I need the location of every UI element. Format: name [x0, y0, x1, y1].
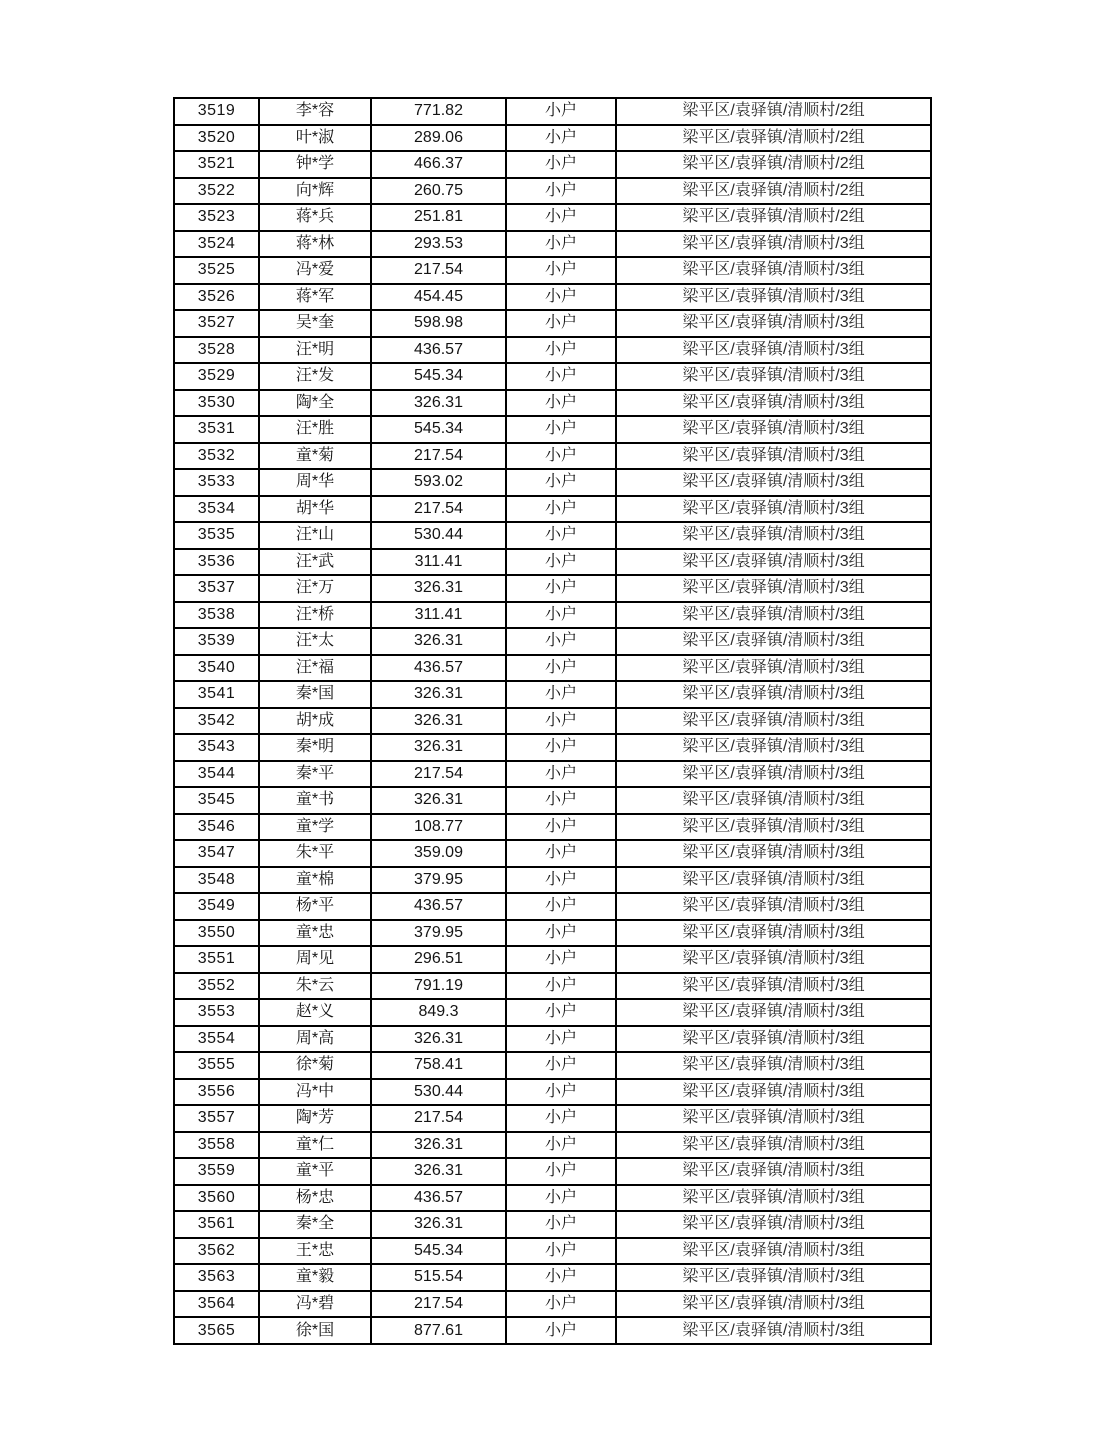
household-type-cell: 小户 — [506, 231, 616, 258]
masked-name-cell: 陶*芳 — [259, 1105, 371, 1132]
household-type-cell: 小户 — [506, 1079, 616, 1106]
location-cell: 梁平区/袁驿镇/清顺村/3组 — [616, 1079, 931, 1106]
amount-cell: 436.57 — [371, 337, 506, 364]
household-type-cell: 小户 — [506, 946, 616, 973]
location-cell: 梁平区/袁驿镇/清顺村/3组 — [616, 284, 931, 311]
masked-name-cell: 吴*奎 — [259, 310, 371, 337]
masked-name-cell: 秦*国 — [259, 681, 371, 708]
household-type-cell: 小户 — [506, 1264, 616, 1291]
table-row — [174, 681, 931, 708]
table-row — [174, 1291, 931, 1318]
table-row — [174, 98, 931, 125]
amount-cell: 515.54 — [371, 1264, 506, 1291]
amount-cell: 326.31 — [371, 628, 506, 655]
amount-cell: 217.54 — [371, 496, 506, 523]
table-row — [174, 814, 931, 841]
masked-name-cell: 秦*全 — [259, 1211, 371, 1238]
table-row — [174, 390, 931, 417]
location-cell: 梁平区/袁驿镇/清顺村/3组 — [616, 496, 931, 523]
location-cell: 梁平区/袁驿镇/清顺村/3组 — [616, 337, 931, 364]
household-type-cell: 小户 — [506, 708, 616, 735]
location-cell: 梁平区/袁驿镇/清顺村/3组 — [616, 920, 931, 947]
masked-name-cell: 朱*云 — [259, 973, 371, 1000]
table-row — [174, 522, 931, 549]
location-cell: 梁平区/袁驿镇/清顺村/3组 — [616, 628, 931, 655]
amount-cell: 436.57 — [371, 655, 506, 682]
table-row — [174, 999, 931, 1026]
serial-number-cell: 3565 — [174, 1317, 259, 1344]
location-cell: 梁平区/袁驿镇/清顺村/3组 — [616, 761, 931, 788]
table-row — [174, 443, 931, 470]
amount-cell: 379.95 — [371, 867, 506, 894]
masked-name-cell: 钟*学 — [259, 151, 371, 178]
location-cell: 梁平区/袁驿镇/清顺村/3组 — [616, 443, 931, 470]
amount-cell: 326.31 — [371, 708, 506, 735]
masked-name-cell: 周*华 — [259, 469, 371, 496]
location-cell: 梁平区/袁驿镇/清顺村/3组 — [616, 363, 931, 390]
amount-cell: 598.98 — [371, 310, 506, 337]
household-type-cell: 小户 — [506, 628, 616, 655]
location-cell: 梁平区/袁驿镇/清顺村/3组 — [616, 1158, 931, 1185]
serial-number-cell: 3556 — [174, 1079, 259, 1106]
table-row — [174, 1052, 931, 1079]
amount-cell: 379.95 — [371, 920, 506, 947]
table-row — [174, 787, 931, 814]
table-row — [174, 761, 931, 788]
amount-cell: 326.31 — [371, 734, 506, 761]
amount-cell: 545.34 — [371, 416, 506, 443]
table-row — [174, 840, 931, 867]
household-type-cell: 小户 — [506, 204, 616, 231]
serial-number-cell: 3537 — [174, 575, 259, 602]
location-cell: 梁平区/袁驿镇/清顺村/3组 — [616, 522, 931, 549]
masked-name-cell: 汪*发 — [259, 363, 371, 390]
amount-cell: 545.34 — [371, 363, 506, 390]
serial-number-cell: 3519 — [174, 98, 259, 125]
amount-cell: 251.81 — [371, 204, 506, 231]
amount-cell: 359.09 — [371, 840, 506, 867]
household-type-cell: 小户 — [506, 1185, 616, 1212]
location-cell: 梁平区/袁驿镇/清顺村/3组 — [616, 1211, 931, 1238]
masked-name-cell: 汪*桥 — [259, 602, 371, 629]
masked-name-cell: 童*毅 — [259, 1264, 371, 1291]
table-row — [174, 1105, 931, 1132]
table-row — [174, 1317, 931, 1344]
household-type-cell: 小户 — [506, 734, 616, 761]
masked-name-cell: 冯*碧 — [259, 1291, 371, 1318]
location-cell: 梁平区/袁驿镇/清顺村/3组 — [616, 814, 931, 841]
household-type-cell: 小户 — [506, 1238, 616, 1265]
household-type-cell: 小户 — [506, 814, 616, 841]
masked-name-cell: 童*学 — [259, 814, 371, 841]
location-cell: 梁平区/袁驿镇/清顺村/3组 — [616, 602, 931, 629]
serial-number-cell: 3560 — [174, 1185, 259, 1212]
serial-number-cell: 3543 — [174, 734, 259, 761]
table-row — [174, 416, 931, 443]
household-type-cell: 小户 — [506, 310, 616, 337]
masked-name-cell: 童*书 — [259, 787, 371, 814]
amount-cell: 217.54 — [371, 443, 506, 470]
table-body — [174, 98, 931, 1344]
table-row — [174, 575, 931, 602]
household-type-cell: 小户 — [506, 867, 616, 894]
household-type-cell: 小户 — [506, 416, 616, 443]
table-row — [174, 310, 931, 337]
location-cell: 梁平区/袁驿镇/清顺村/3组 — [616, 231, 931, 258]
amount-cell: 311.41 — [371, 549, 506, 576]
masked-name-cell: 李*容 — [259, 98, 371, 125]
household-type-cell: 小户 — [506, 840, 616, 867]
household-type-cell: 小户 — [506, 1052, 616, 1079]
masked-name-cell: 汪*武 — [259, 549, 371, 576]
household-type-cell: 小户 — [506, 363, 616, 390]
amount-cell: 530.44 — [371, 1079, 506, 1106]
amount-cell: 791.19 — [371, 973, 506, 1000]
table-row — [174, 125, 931, 152]
serial-number-cell: 3534 — [174, 496, 259, 523]
table-row — [174, 1158, 931, 1185]
serial-number-cell: 3525 — [174, 257, 259, 284]
masked-name-cell: 杨*忠 — [259, 1185, 371, 1212]
location-cell: 梁平区/袁驿镇/清顺村/3组 — [616, 1052, 931, 1079]
table-row — [174, 1185, 931, 1212]
household-type-cell: 小户 — [506, 973, 616, 1000]
serial-number-cell: 3521 — [174, 151, 259, 178]
household-type-cell: 小户 — [506, 999, 616, 1026]
table-row — [174, 284, 931, 311]
masked-name-cell: 童*仁 — [259, 1132, 371, 1159]
location-cell: 梁平区/袁驿镇/清顺村/3组 — [616, 708, 931, 735]
masked-name-cell: 童*菊 — [259, 443, 371, 470]
masked-name-cell: 汪*明 — [259, 337, 371, 364]
table-row — [174, 946, 931, 973]
household-type-cell: 小户 — [506, 1158, 616, 1185]
table-row — [174, 337, 931, 364]
location-cell: 梁平区/袁驿镇/清顺村/3组 — [616, 469, 931, 496]
household-type-cell: 小户 — [506, 1132, 616, 1159]
table-row — [174, 257, 931, 284]
household-type-cell: 小户 — [506, 575, 616, 602]
household-type-cell: 小户 — [506, 893, 616, 920]
location-cell: 梁平区/袁驿镇/清顺村/3组 — [616, 1026, 931, 1053]
table-row — [174, 920, 931, 947]
masked-name-cell: 秦*明 — [259, 734, 371, 761]
location-cell: 梁平区/袁驿镇/清顺村/3组 — [616, 787, 931, 814]
masked-name-cell: 徐*国 — [259, 1317, 371, 1344]
table-row — [174, 469, 931, 496]
masked-name-cell: 蒋*林 — [259, 231, 371, 258]
location-cell: 梁平区/袁驿镇/清顺村/3组 — [616, 310, 931, 337]
location-cell: 梁平区/袁驿镇/清顺村/3组 — [616, 867, 931, 894]
household-type-cell: 小户 — [506, 178, 616, 205]
amount-cell: 593.02 — [371, 469, 506, 496]
location-cell: 梁平区/袁驿镇/清顺村/3组 — [616, 655, 931, 682]
household-type-cell: 小户 — [506, 98, 616, 125]
amount-cell: 289.06 — [371, 125, 506, 152]
table-row — [174, 1079, 931, 1106]
location-cell: 梁平区/袁驿镇/清顺村/3组 — [616, 1105, 931, 1132]
location-cell: 梁平区/袁驿镇/清顺村/2组 — [616, 151, 931, 178]
serial-number-cell: 3539 — [174, 628, 259, 655]
masked-name-cell: 朱*平 — [259, 840, 371, 867]
serial-number-cell: 3551 — [174, 946, 259, 973]
serial-number-cell: 3529 — [174, 363, 259, 390]
amount-cell: 326.31 — [371, 390, 506, 417]
household-type-cell: 小户 — [506, 549, 616, 576]
location-cell: 梁平区/袁驿镇/清顺村/3组 — [616, 681, 931, 708]
amount-cell: 326.31 — [371, 1026, 506, 1053]
table-row — [174, 1026, 931, 1053]
location-cell: 梁平区/袁驿镇/清顺村/3组 — [616, 257, 931, 284]
serial-number-cell: 3564 — [174, 1291, 259, 1318]
location-cell: 梁平区/袁驿镇/清顺村/3组 — [616, 1238, 931, 1265]
household-type-cell: 小户 — [506, 681, 616, 708]
serial-number-cell: 3528 — [174, 337, 259, 364]
household-type-cell: 小户 — [506, 1211, 616, 1238]
serial-number-cell: 3549 — [174, 893, 259, 920]
household-type-cell: 小户 — [506, 257, 616, 284]
masked-name-cell: 秦*平 — [259, 761, 371, 788]
serial-number-cell: 3526 — [174, 284, 259, 311]
serial-number-cell: 3542 — [174, 708, 259, 735]
serial-number-cell: 3553 — [174, 999, 259, 1026]
serial-number-cell: 3559 — [174, 1158, 259, 1185]
household-type-cell: 小户 — [506, 151, 616, 178]
table-row — [174, 1238, 931, 1265]
serial-number-cell: 3520 — [174, 125, 259, 152]
amount-cell: 436.57 — [371, 1185, 506, 1212]
household-type-cell: 小户 — [506, 284, 616, 311]
amount-cell: 217.54 — [371, 257, 506, 284]
amount-cell: 326.31 — [371, 787, 506, 814]
household-type-cell: 小户 — [506, 125, 616, 152]
serial-number-cell: 3547 — [174, 840, 259, 867]
serial-number-cell: 3533 — [174, 469, 259, 496]
household-type-cell: 小户 — [506, 337, 616, 364]
household-type-cell: 小户 — [506, 920, 616, 947]
serial-number-cell: 3554 — [174, 1026, 259, 1053]
table-row — [174, 708, 931, 735]
masked-name-cell: 童*平 — [259, 1158, 371, 1185]
table-row — [174, 231, 931, 258]
masked-name-cell: 童*棉 — [259, 867, 371, 894]
amount-cell: 108.77 — [371, 814, 506, 841]
table-row — [174, 628, 931, 655]
table-row — [174, 973, 931, 1000]
household-type-cell: 小户 — [506, 787, 616, 814]
amount-cell: 758.41 — [371, 1052, 506, 1079]
location-cell: 梁平区/袁驿镇/清顺村/3组 — [616, 840, 931, 867]
location-cell: 梁平区/袁驿镇/清顺村/3组 — [616, 1132, 931, 1159]
location-cell: 梁平区/袁驿镇/清顺村/3组 — [616, 946, 931, 973]
masked-name-cell: 汪*万 — [259, 575, 371, 602]
location-cell: 梁平区/袁驿镇/清顺村/3组 — [616, 1291, 931, 1318]
serial-number-cell: 3538 — [174, 602, 259, 629]
amount-cell: 849.3 — [371, 999, 506, 1026]
household-type-cell: 小户 — [506, 655, 616, 682]
location-cell: 梁平区/袁驿镇/清顺村/3组 — [616, 575, 931, 602]
amount-cell: 311.41 — [371, 602, 506, 629]
household-type-cell: 小户 — [506, 1291, 616, 1318]
amount-cell: 217.54 — [371, 1105, 506, 1132]
masked-name-cell: 童*忠 — [259, 920, 371, 947]
amount-cell: 326.31 — [371, 1132, 506, 1159]
household-type-cell: 小户 — [506, 390, 616, 417]
serial-number-cell: 3535 — [174, 522, 259, 549]
table-row — [174, 734, 931, 761]
location-cell: 梁平区/袁驿镇/清顺村/2组 — [616, 178, 931, 205]
masked-name-cell: 冯*爱 — [259, 257, 371, 284]
household-type-cell: 小户 — [506, 522, 616, 549]
serial-number-cell: 3546 — [174, 814, 259, 841]
serial-number-cell: 3522 — [174, 178, 259, 205]
table-row — [174, 151, 931, 178]
table-row — [174, 1211, 931, 1238]
masked-name-cell: 汪*太 — [259, 628, 371, 655]
household-type-cell: 小户 — [506, 443, 616, 470]
serial-number-cell: 3536 — [174, 549, 259, 576]
amount-cell: 877.61 — [371, 1317, 506, 1344]
amount-cell: 296.51 — [371, 946, 506, 973]
household-type-cell: 小户 — [506, 469, 616, 496]
masked-name-cell: 胡*成 — [259, 708, 371, 735]
location-cell: 梁平区/袁驿镇/清顺村/3组 — [616, 973, 931, 1000]
household-type-cell: 小户 — [506, 1105, 616, 1132]
beneficiary-list-table — [173, 97, 932, 1345]
amount-cell: 466.37 — [371, 151, 506, 178]
location-cell: 梁平区/袁驿镇/清顺村/3组 — [616, 734, 931, 761]
household-type-cell: 小户 — [506, 1317, 616, 1344]
masked-name-cell: 叶*淑 — [259, 125, 371, 152]
amount-cell: 217.54 — [371, 761, 506, 788]
location-cell: 梁平区/袁驿镇/清顺村/2组 — [616, 98, 931, 125]
location-cell: 梁平区/袁驿镇/清顺村/3组 — [616, 1264, 931, 1291]
serial-number-cell: 3541 — [174, 681, 259, 708]
household-type-cell: 小户 — [506, 496, 616, 523]
masked-name-cell: 赵*义 — [259, 999, 371, 1026]
location-cell: 梁平区/袁驿镇/清顺村/3组 — [616, 1185, 931, 1212]
amount-cell: 326.31 — [371, 1158, 506, 1185]
table-row — [174, 363, 931, 390]
masked-name-cell: 向*辉 — [259, 178, 371, 205]
location-cell: 梁平区/袁驿镇/清顺村/2组 — [616, 204, 931, 231]
location-cell: 梁平区/袁驿镇/清顺村/3组 — [616, 1317, 931, 1344]
serial-number-cell: 3540 — [174, 655, 259, 682]
masked-name-cell: 周*高 — [259, 1026, 371, 1053]
table-row — [174, 1132, 931, 1159]
amount-cell: 260.75 — [371, 178, 506, 205]
serial-number-cell: 3552 — [174, 973, 259, 1000]
amount-cell: 545.34 — [371, 1238, 506, 1265]
household-type-cell: 小户 — [506, 1026, 616, 1053]
table-row — [174, 496, 931, 523]
serial-number-cell: 3531 — [174, 416, 259, 443]
serial-number-cell: 3527 — [174, 310, 259, 337]
serial-number-cell: 3532 — [174, 443, 259, 470]
serial-number-cell: 3523 — [174, 204, 259, 231]
location-cell: 梁平区/袁驿镇/清顺村/3组 — [616, 999, 931, 1026]
serial-number-cell: 3558 — [174, 1132, 259, 1159]
masked-name-cell: 王*忠 — [259, 1238, 371, 1265]
serial-number-cell: 3555 — [174, 1052, 259, 1079]
serial-number-cell: 3561 — [174, 1211, 259, 1238]
serial-number-cell: 3548 — [174, 867, 259, 894]
serial-number-cell: 3524 — [174, 231, 259, 258]
amount-cell: 771.82 — [371, 98, 506, 125]
table-row — [174, 549, 931, 576]
serial-number-cell: 3545 — [174, 787, 259, 814]
serial-number-cell: 3557 — [174, 1105, 259, 1132]
table-row — [174, 602, 931, 629]
location-cell: 梁平区/袁驿镇/清顺村/3组 — [616, 390, 931, 417]
masked-name-cell: 汪*福 — [259, 655, 371, 682]
masked-name-cell: 汪*山 — [259, 522, 371, 549]
masked-name-cell: 冯*中 — [259, 1079, 371, 1106]
serial-number-cell: 3530 — [174, 390, 259, 417]
amount-cell: 436.57 — [371, 893, 506, 920]
amount-cell: 326.31 — [371, 681, 506, 708]
serial-number-cell: 3562 — [174, 1238, 259, 1265]
table-row — [174, 1264, 931, 1291]
household-type-cell: 小户 — [506, 602, 616, 629]
masked-name-cell: 胡*华 — [259, 496, 371, 523]
location-cell: 梁平区/袁驿镇/清顺村/3组 — [616, 893, 931, 920]
table-row — [174, 204, 931, 231]
masked-name-cell: 蒋*军 — [259, 284, 371, 311]
location-cell: 梁平区/袁驿镇/清顺村/3组 — [616, 549, 931, 576]
amount-cell: 293.53 — [371, 231, 506, 258]
masked-name-cell: 周*见 — [259, 946, 371, 973]
amount-cell: 217.54 — [371, 1291, 506, 1318]
serial-number-cell: 3550 — [174, 920, 259, 947]
masked-name-cell: 汪*胜 — [259, 416, 371, 443]
masked-name-cell: 蒋*兵 — [259, 204, 371, 231]
serial-number-cell: 3563 — [174, 1264, 259, 1291]
amount-cell: 454.45 — [371, 284, 506, 311]
amount-cell: 530.44 — [371, 522, 506, 549]
masked-name-cell: 杨*平 — [259, 893, 371, 920]
serial-number-cell: 3544 — [174, 761, 259, 788]
table-row — [174, 178, 931, 205]
table-row — [174, 655, 931, 682]
amount-cell: 326.31 — [371, 575, 506, 602]
amount-cell: 326.31 — [371, 1211, 506, 1238]
table-row — [174, 893, 931, 920]
table-row — [174, 867, 931, 894]
household-type-cell: 小户 — [506, 761, 616, 788]
masked-name-cell: 陶*全 — [259, 390, 371, 417]
location-cell: 梁平区/袁驿镇/清顺村/3组 — [616, 416, 931, 443]
masked-name-cell: 徐*菊 — [259, 1052, 371, 1079]
location-cell: 梁平区/袁驿镇/清顺村/2组 — [616, 125, 931, 152]
